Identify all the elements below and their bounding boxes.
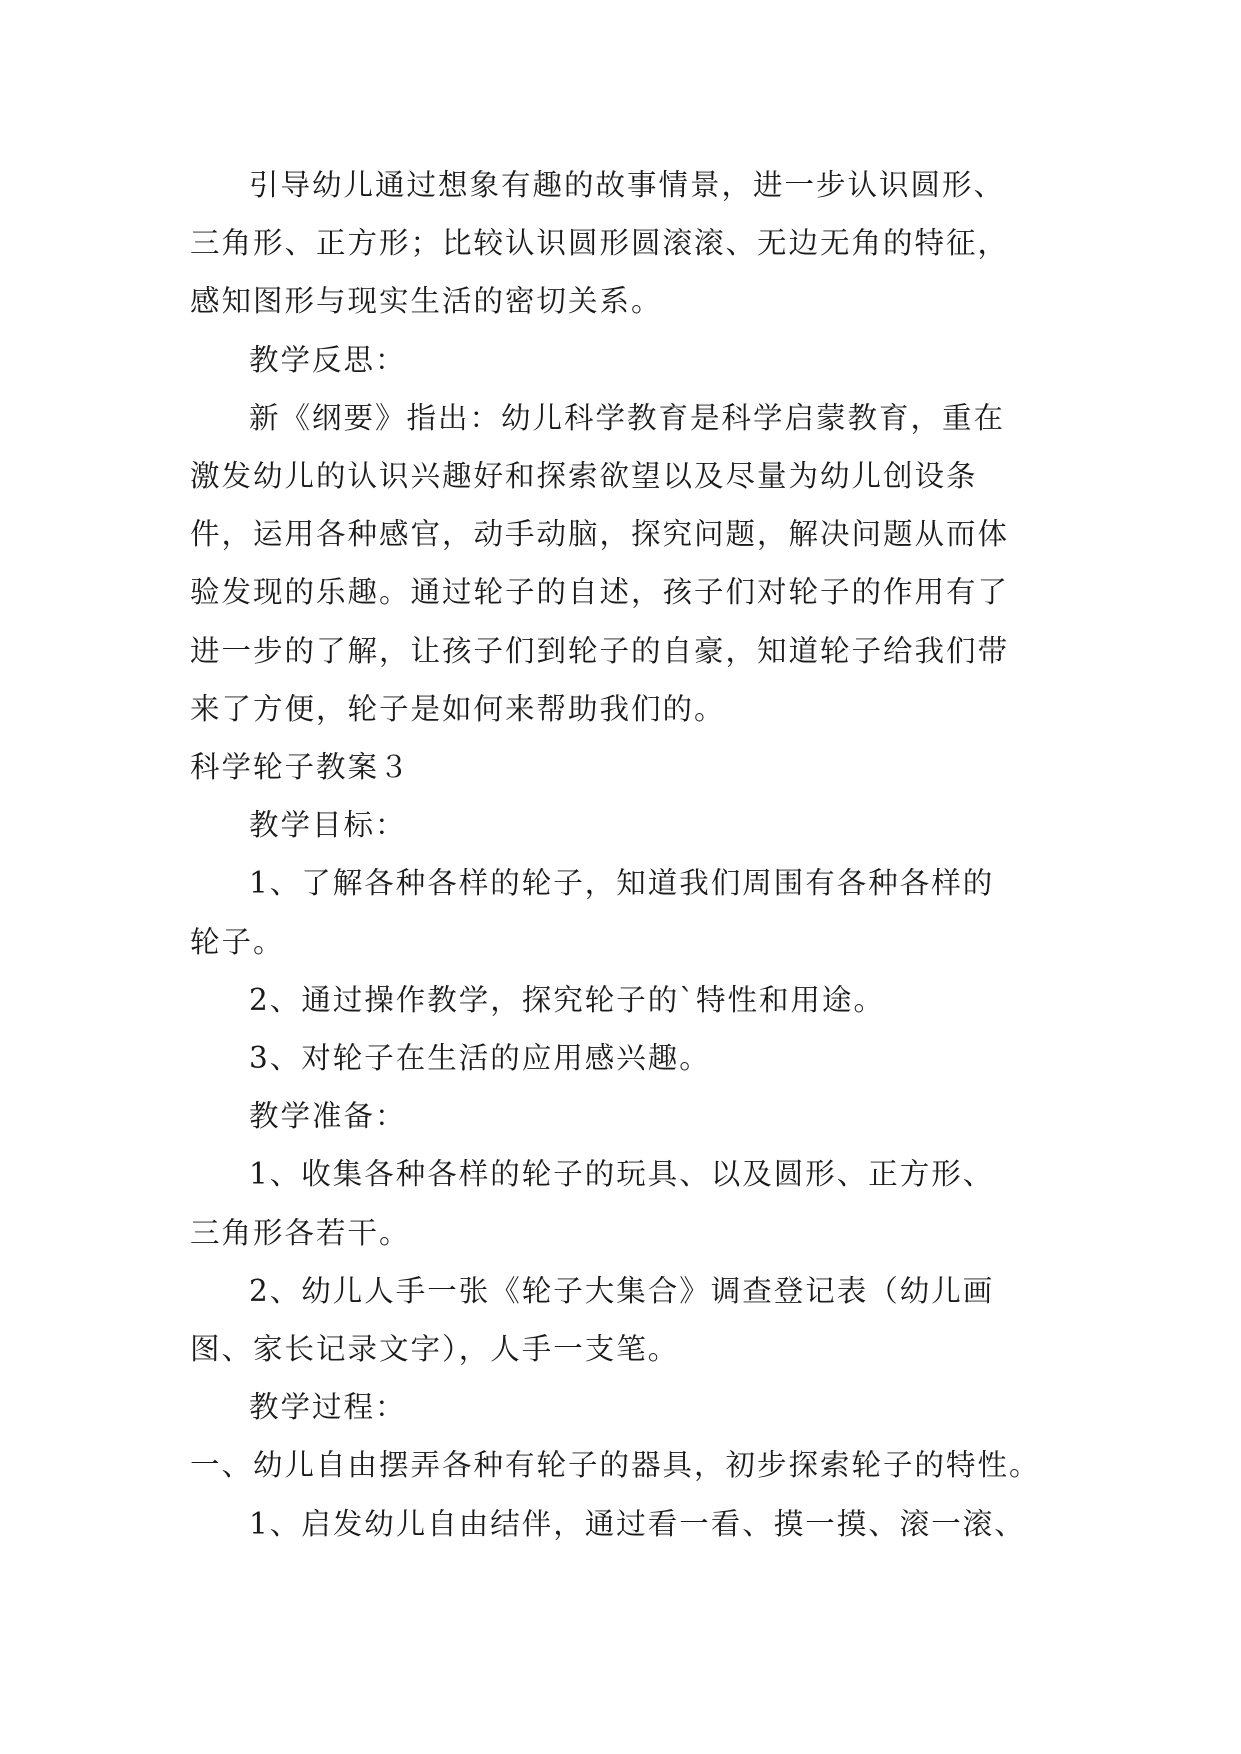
paragraph-line: 新《纲要》指出：幼儿科学教育是科学启蒙教育，重在 bbox=[249, 400, 1006, 435]
document-body bbox=[190, 156, 1070, 1553]
section-label: 教学准备： bbox=[249, 1099, 407, 1134]
paragraph-line: 引导幼儿通过想象有趣的故事情景，进一步认识圆形、 bbox=[249, 168, 1006, 202]
paragraph-line: 三角形、正方形；比较认识圆形圆滚滚、无边无角的特征， bbox=[190, 226, 1010, 261]
section-label: 教学过程： bbox=[249, 1390, 407, 1425]
list-item-line: 3、对轮子在生活的应用感兴趣。 bbox=[249, 1041, 711, 1076]
paragraph-line: 感知图形与现实生活的密切关系。 bbox=[190, 284, 663, 319]
section-heading: 科学轮子教案３ bbox=[190, 750, 411, 785]
list-item-line: 三角形各若干。 bbox=[190, 1215, 411, 1250]
list-item-line: 2、幼儿人手一张《轮子大集合》调查登记表（幼儿画 bbox=[249, 1273, 995, 1308]
paragraph-line: 激发幼儿的认识兴趣好和探索欲望以及尽量为幼儿创设条 bbox=[190, 459, 978, 494]
list-item-line: 图、家长记录文字），人手一支笔。 bbox=[190, 1332, 680, 1367]
list-item-line: 2、通过操作教学，探究轮子的`特性和用途。 bbox=[249, 982, 886, 1017]
list-item-line: 1、了解各种各样的轮子，知道我们周围有各种各样的 bbox=[249, 866, 995, 901]
section-label: 教学反思： bbox=[249, 342, 407, 377]
list-item-line: 1、启发幼儿自由结伴，通过看一看、摸一摸、滚一滚、 bbox=[249, 1506, 1026, 1541]
step-heading: 一、幼儿自由摆弄各种有轮子的器具，初步探索轮子的特性。 bbox=[190, 1448, 1041, 1483]
paragraph-line: 件，运用各种感官，动手动脑，探究问题，解决问题从而体 bbox=[190, 517, 1010, 552]
list-item-line: 轮子。 bbox=[190, 924, 285, 959]
section-label: 教学目标： bbox=[249, 808, 407, 843]
paragraph-line: 验发现的乐趣。通过轮子的自述，孩子们对轮子的作用有了 bbox=[190, 575, 1010, 610]
list-item-line: 1、收集各种各样的轮子的玩具、以及圆形、正方形、 bbox=[249, 1157, 995, 1192]
paragraph-line: 进一步的了解，让孩子们到轮子的自豪，知道轮子给我们带 bbox=[190, 633, 1010, 668]
paragraph-line: 来了方便，轮子是如何来帮助我们的。 bbox=[190, 691, 726, 726]
